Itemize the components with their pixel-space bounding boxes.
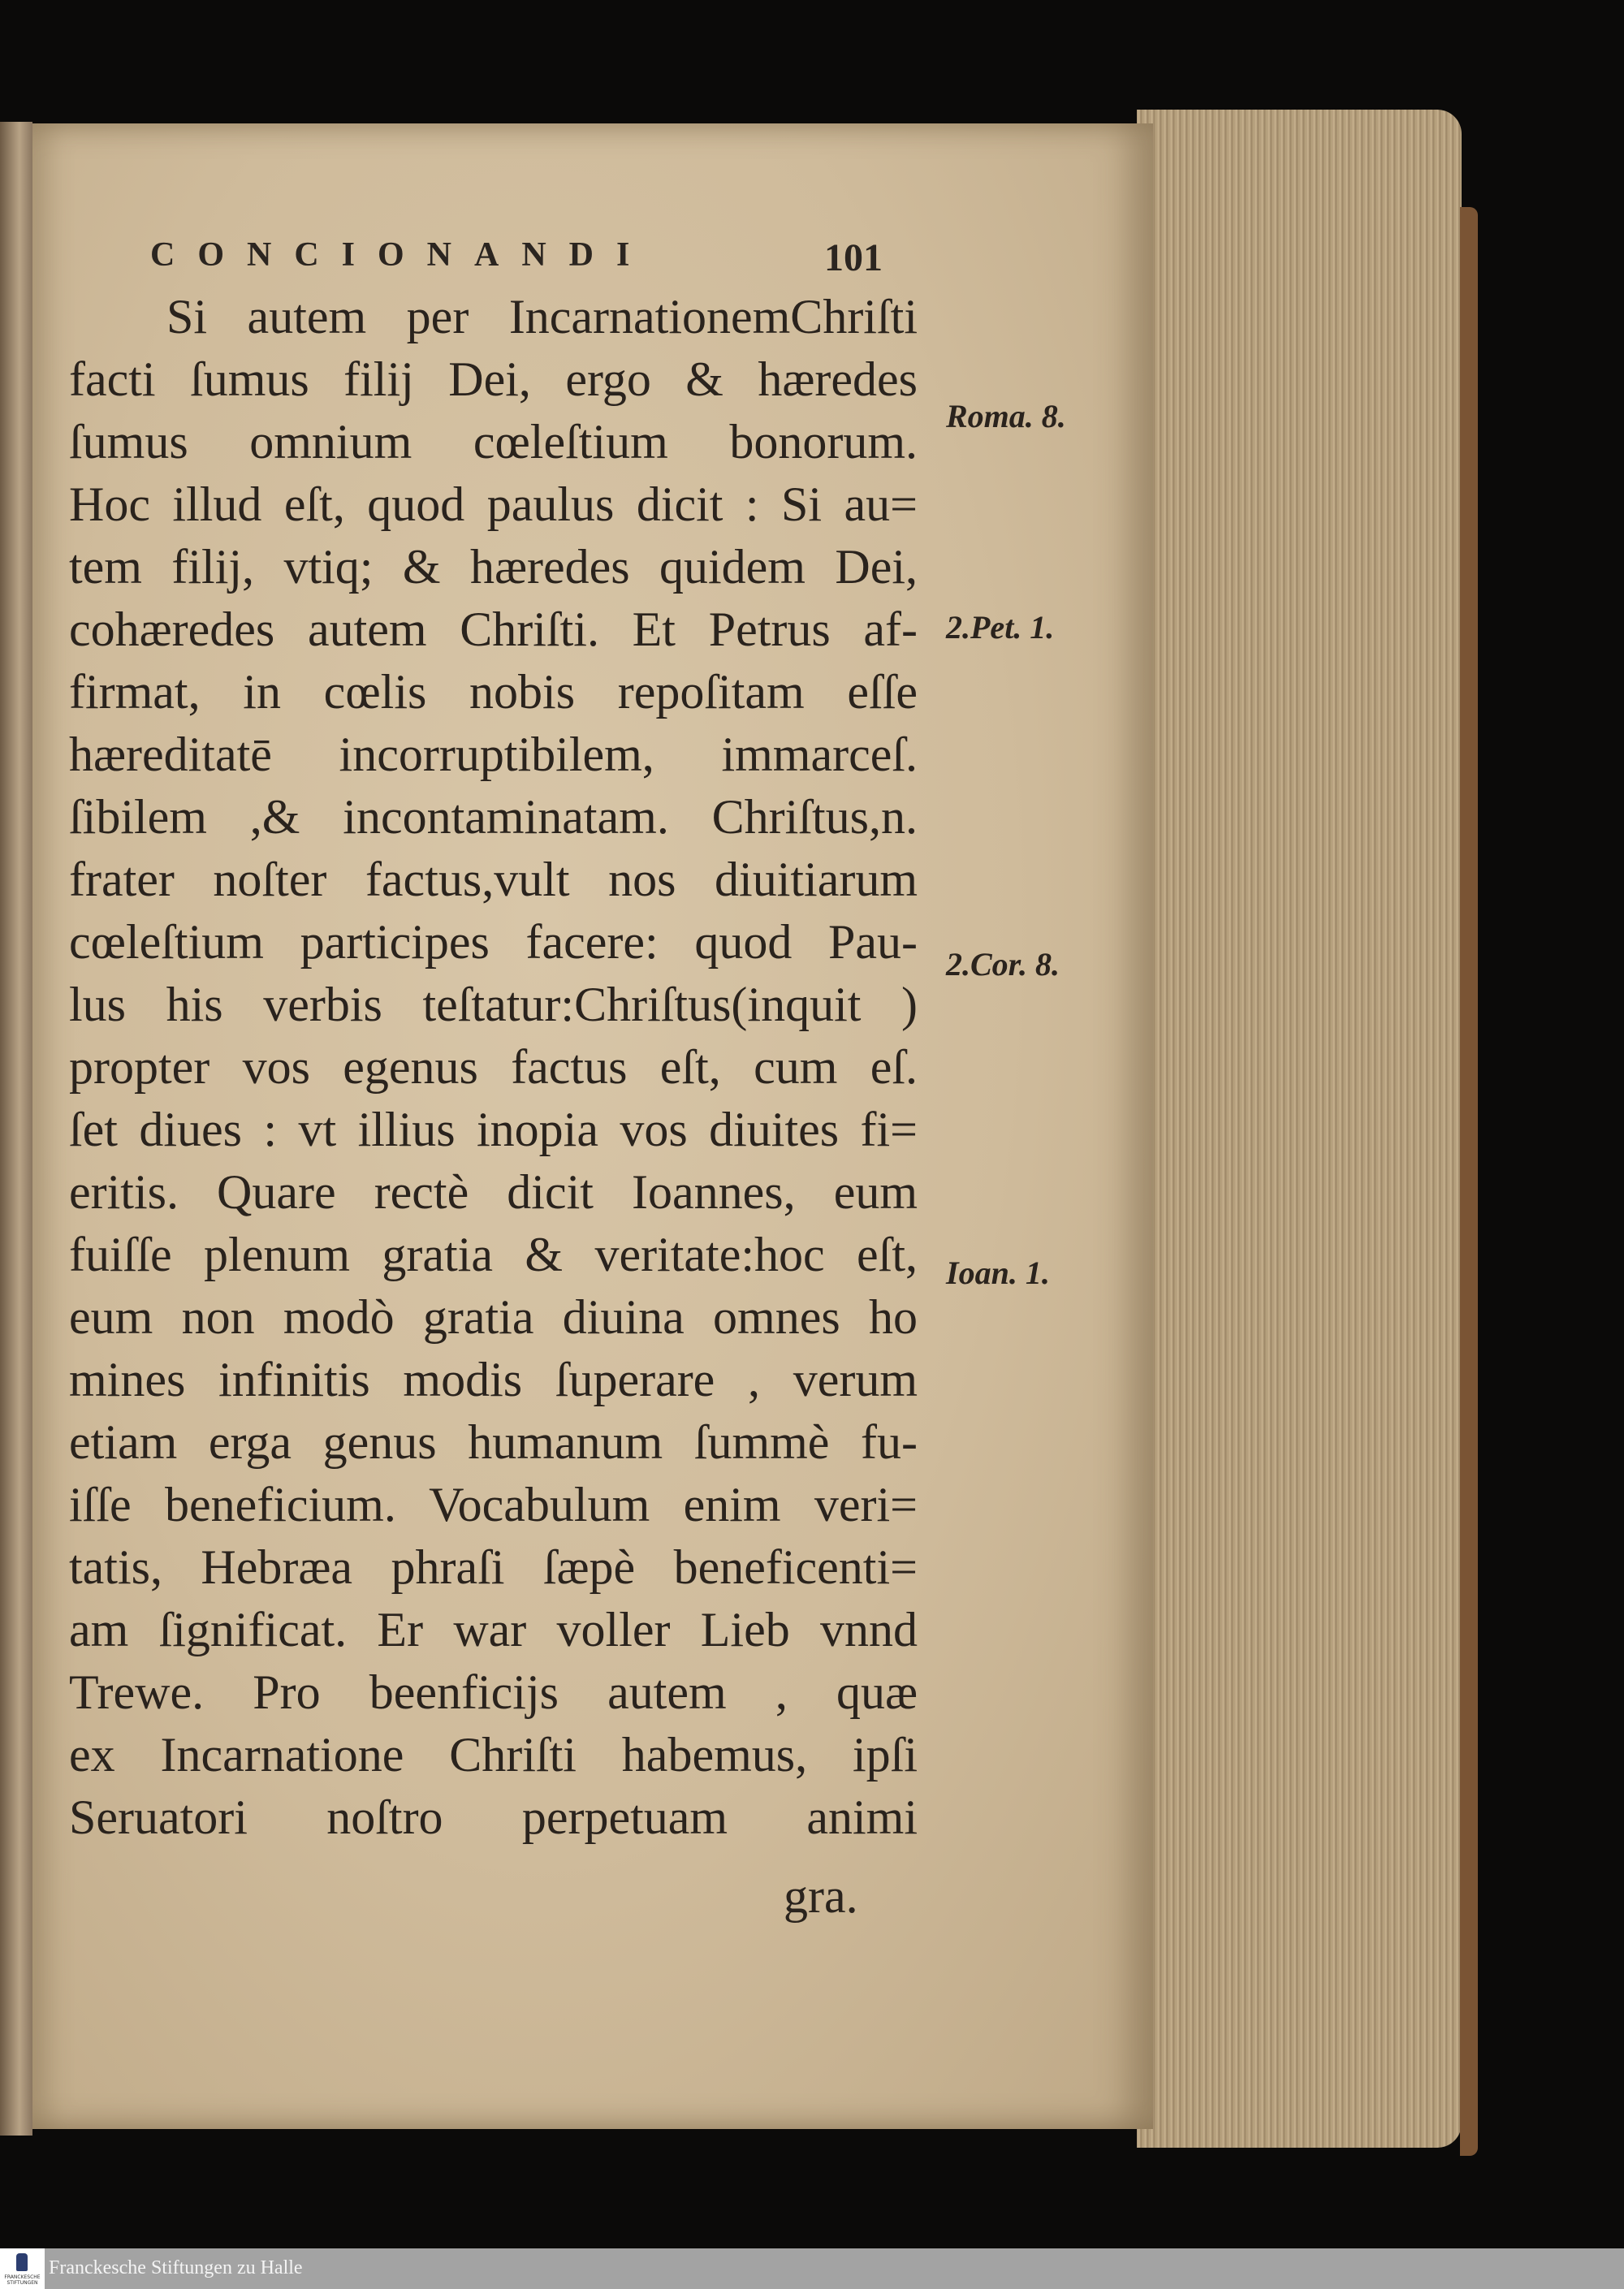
- page-number: 101: [824, 236, 883, 279]
- marginal-note: 2.Pet. 1.: [946, 609, 1055, 646]
- running-head: CONCIONANDI: [150, 236, 653, 274]
- text-line: iſſe beneficium. Vocabulum enim veri=: [69, 1478, 918, 1531]
- text-line: etiam erga genus humanum ſummè fu-: [69, 1415, 918, 1469]
- text-line: firmat, in cœlis nobis repoſitam eſſe: [69, 665, 918, 719]
- text-line: cohæredes autem Chriſti. Et Petrus af-: [69, 602, 918, 656]
- catchword: gra.: [784, 1869, 858, 1923]
- logo-figure-icon: [16, 2253, 28, 2271]
- text-line: lus his verbis teſtatur:Chriſtus(inquit ): [69, 978, 918, 1031]
- text-line: facti ſumus filij Dei, ergo & hæredes: [69, 352, 918, 406]
- facing-page-edge: [0, 122, 32, 2136]
- page-block-edges: [1137, 110, 1462, 2148]
- marginal-note: Roma. 8.: [946, 398, 1066, 434]
- text-line: tem filij, vtiq; & hæredes quidem Dei,: [69, 540, 918, 594]
- text-line: fuiſſe plenum gratia & veritate:hoc eſt,: [69, 1228, 918, 1281]
- text-line: tatis, Hebræa phraſi ſæpè beneficenti=: [69, 1540, 918, 1594]
- text-line: mines infinitis modis ſuperare , verum: [69, 1353, 918, 1406]
- text-line: Hoc illud eſt, quod paulus dicit : Si au=: [69, 477, 918, 531]
- text-line: Seruatori noſtro perpetuam animi: [69, 1790, 918, 1844]
- text-line: ſibilem ,& incontaminatam. Chriſtus,n.: [69, 790, 918, 844]
- text-line: eum non modò gratia diuina omnes ho: [69, 1290, 918, 1344]
- marginal-note: Ioan. 1.: [946, 1255, 1050, 1291]
- text-line: eritis. Quare rectè dicit Ioannes, eum: [69, 1165, 918, 1219]
- footer-bar: [0, 2248, 1624, 2289]
- text-line: ex Incarnatione Chriſti habemus, ipſi: [69, 1728, 918, 1782]
- text-line: Si autem per IncarnationemChriſti: [166, 290, 918, 343]
- text-line: am ſignificat. Er war voller Lieb vnnd: [69, 1603, 918, 1656]
- text-line: Trewe. Pro beenficijs autem , quæ: [69, 1665, 918, 1719]
- marginal-note: 2.Cor. 8.: [946, 946, 1060, 983]
- text-line: ſet diues : vt illius inopia vos diuites fi=: [69, 1103, 918, 1156]
- text-line: propter vos egenus factus eſt, cum eſ.: [69, 1040, 918, 1094]
- text-line: ſumus omnium cœleſtium bonorum.: [69, 415, 918, 469]
- text-line: frater noſter factus,vult nos diuitiarum: [69, 853, 918, 906]
- logo-caption: FRANCKESCHE STIFTUNGEN: [4, 2274, 41, 2286]
- text-line: hæreditatē incorruptibilem, immarceſ.: [69, 728, 918, 781]
- text-line: cœleſtium participes facere: quod Pau-: [69, 915, 918, 969]
- institution-logo: [0, 2248, 45, 2289]
- institution-name: Franckesche Stiftungen zu Halle: [49, 2257, 303, 2278]
